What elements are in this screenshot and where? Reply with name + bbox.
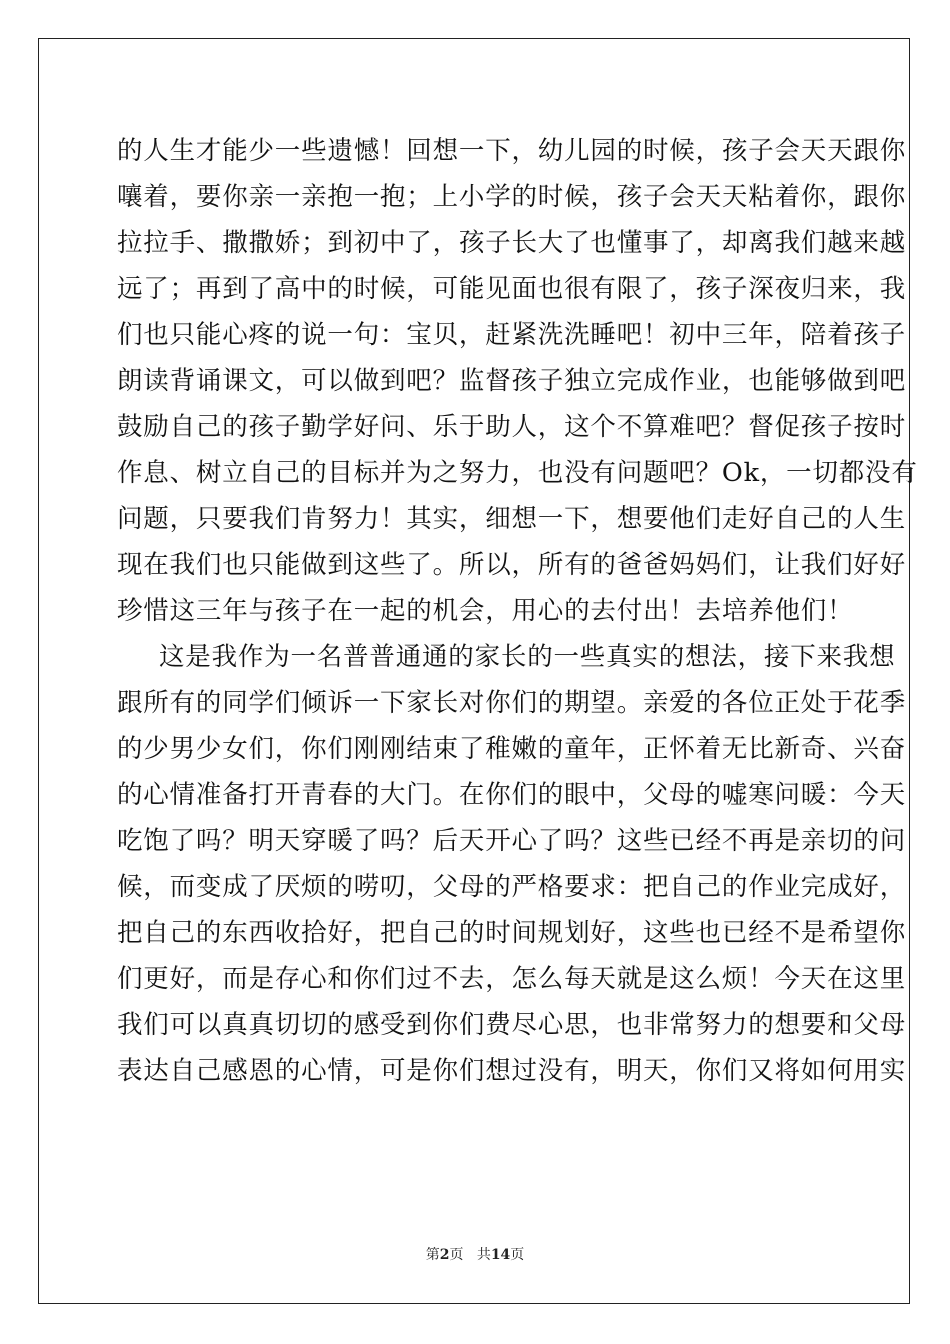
- text-line: 的少男少女们，你们刚刚结束了稚嫩的童年，正怀着无比新奇、兴奋: [117, 734, 907, 764]
- text-line: 朗读背诵课文，可以做到吧？监督孩子独立完成作业，也能够做到吧: [117, 366, 907, 396]
- text-line: 拉拉手、撒撒娇；到初中了，孩子长大了也懂事了，却离我们越来越: [117, 228, 907, 258]
- text-line: 表达自己感恩的心情，可是你们想过没有，明天，你们又将如何用实: [117, 1056, 907, 1086]
- text-line: 的人生才能少一些遗憾！回想一下，幼儿园的时候，孩子会天天跟你: [117, 136, 907, 166]
- text-line: 跟所有的同学们倾诉一下家长对你们的期望。亲爱的各位正处于花季: [117, 688, 907, 718]
- text-line: 珍惜这三年与孩子在一起的机会，用心的去付出！去培养他们！: [117, 596, 854, 626]
- text-line: 嚷着，要你亲一亲抱一抱；上小学的时候，孩子会天天粘着你，跟你: [117, 182, 907, 212]
- page-number: 2: [439, 1247, 450, 1263]
- page-footer: [0, 1244, 950, 1264]
- paragraph-start-line: 这是我作为一名普普通通的家长的一些真实的想法，接下来我想: [159, 642, 896, 672]
- text-line: 远了；再到了高中的时候，可能见面也很有限了，孩子深夜归来，我: [117, 274, 907, 304]
- text-line: 把自己的东西收拾好，把自己的时间规划好，这些也已经不是希望你: [117, 918, 907, 948]
- text-line: 候，而变成了厌烦的唠叨，父母的严格要求：把自己的作业完成好，: [117, 872, 907, 902]
- total-pages: 14: [490, 1247, 511, 1263]
- text-line: 鼓励自己的孩子勤学好问、乐于助人，这个不算难吧？督促孩子按时: [117, 412, 907, 442]
- text-line: 现在我们也只能做到这些了。所以，所有的爸爸妈妈们，让我们好好: [117, 550, 907, 580]
- document-body: [117, 128, 918, 1094]
- page-prefix: 第: [425, 1247, 440, 1263]
- text-line: 吃饱了吗？明天穿暖了吗？后天开心了吗？这些已经不再是亲切的问: [117, 826, 907, 856]
- text-line: 我们可以真真切切的感受到你们费尽心思，也非常努力的想要和父母: [117, 1010, 907, 1040]
- page-suffix: 页: [449, 1247, 464, 1263]
- text-line: 问题，只要我们肯努力！其实，细想一下，想要他们走好自己的人生: [117, 504, 907, 534]
- text-line: 的心情准备打开青春的大门。在你们的眼中，父母的嘘寒问暖：今天: [117, 780, 907, 810]
- text-line: 们也只能心疼的说一句：宝贝，赶紧洗洗睡吧！初中三年，陪着孩子: [117, 320, 907, 350]
- total-prefix: 共: [476, 1247, 491, 1263]
- text-line: 们更好，而是存心和你们过不去，怎么每天就是这么烦！今天在这里: [117, 964, 907, 994]
- total-suffix: 页: [510, 1247, 525, 1263]
- text-line: 作息、树立自己的目标并为之努力，也没有问题吧？Ok，一切都没有: [117, 458, 918, 488]
